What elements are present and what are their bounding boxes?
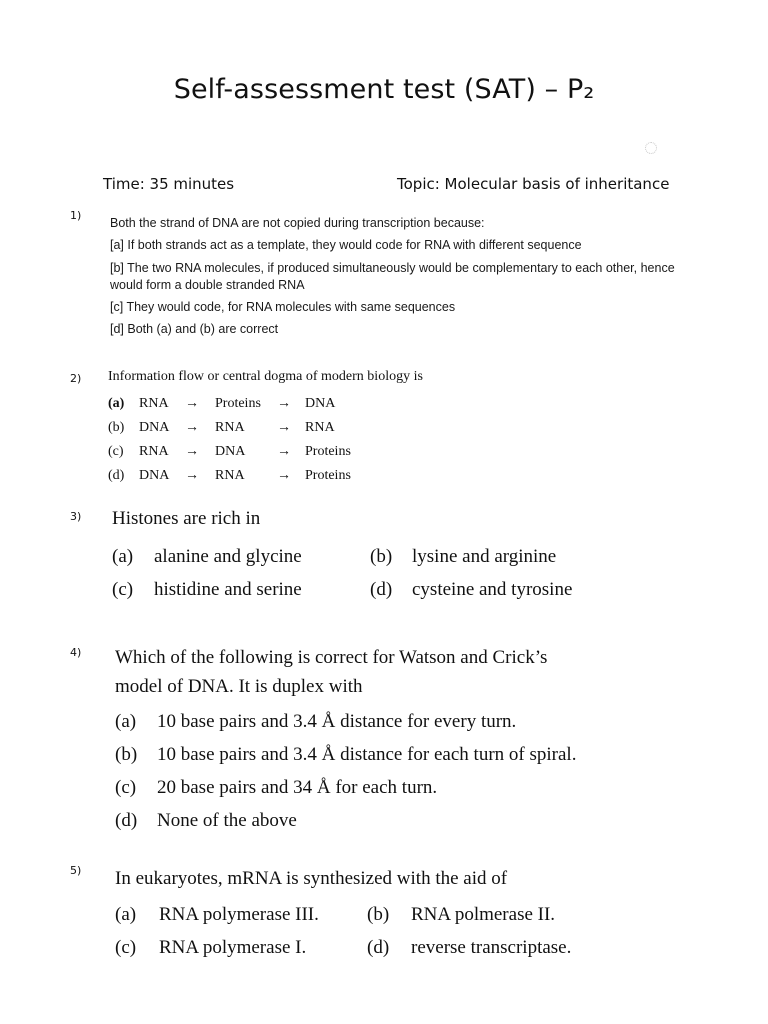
option-term: RNA xyxy=(215,468,245,483)
option-text: 20 base pairs and 34 Å for each turn. xyxy=(157,777,438,798)
option-label: (b) xyxy=(108,420,125,435)
question-3-option-c: histidine and serine xyxy=(154,578,302,600)
option-term: Proteins xyxy=(305,444,351,459)
option-label: (d) xyxy=(115,810,138,831)
question-number-2: 2) xyxy=(70,372,82,385)
arrow-icon: → xyxy=(185,444,199,459)
question-3-option-b: lysine and arginine xyxy=(412,545,557,567)
question-2-option-d xyxy=(108,464,351,488)
question-2 xyxy=(108,369,423,488)
question-5-option-a: RNA polymerase III. xyxy=(159,903,319,925)
question-5-option-d: reverse transcriptase. xyxy=(411,936,572,958)
option-label: (a) xyxy=(108,396,125,411)
question-5 xyxy=(115,868,571,964)
question-4-stem xyxy=(115,643,576,701)
question-4 xyxy=(115,643,576,837)
option-label: (a) xyxy=(112,545,134,567)
arrow-icon: → xyxy=(277,420,291,435)
option-label: (c) xyxy=(108,444,124,459)
loading-spinner-icon xyxy=(645,142,657,154)
question-5-options xyxy=(115,898,571,964)
arrow-icon: → xyxy=(277,444,291,459)
question-3-stem: Histones are rich in xyxy=(112,508,261,529)
arrow-icon: → xyxy=(277,396,291,411)
question-3 xyxy=(112,508,572,606)
question-2-option-b xyxy=(108,416,351,440)
option-label: (c) xyxy=(112,578,134,600)
option-text: 10 base pairs and 3.4 Å distance for each turn of spiral. xyxy=(157,744,577,765)
topic-label: Topic: Molecular basis of inheritance xyxy=(397,175,670,193)
question-number-3: 3) xyxy=(70,510,82,523)
question-4-option-b xyxy=(115,738,576,771)
question-3-option-a: alanine and glycine xyxy=(154,545,302,567)
arrow-icon: → xyxy=(185,468,199,483)
question-1 xyxy=(110,212,710,340)
question-number-4: 4) xyxy=(70,646,82,659)
question-5-option-b: RNA polmerase II. xyxy=(411,903,556,925)
option-term: RNA xyxy=(215,420,245,435)
option-label: (b) xyxy=(115,744,138,765)
arrow-icon: → xyxy=(185,420,199,435)
option-text: 10 base pairs and 3.4 Å distance for every turn. xyxy=(157,711,517,732)
question-5-stem: In eukaryotes, mRNA is synthesized with the aid of xyxy=(115,868,508,889)
question-1-option-b: [b] The two RNA molecules, if produced simultaneously would be complementary to each other, hence would form a double stranded RNA xyxy=(110,261,675,292)
option-label: (c) xyxy=(115,936,137,958)
option-term: DNA xyxy=(139,468,170,483)
question-number-1: 1) xyxy=(70,209,82,222)
option-term: Proteins xyxy=(215,396,261,411)
option-label: (d) xyxy=(370,578,393,600)
question-1-option-d: [d] Both (a) and (b) are correct xyxy=(110,322,279,336)
option-label: (d) xyxy=(108,468,125,483)
question-4-option-c xyxy=(115,771,576,804)
question-4-option-a xyxy=(115,705,576,738)
option-label: (d) xyxy=(367,936,390,958)
question-4-stem-line-1: Which of the following is correct for Watson and Crick’s xyxy=(115,647,548,668)
question-2-option-c xyxy=(108,440,351,464)
question-1-stem: Both the strand of DNA are not copied during transcription because: xyxy=(110,216,485,230)
question-number-5: 5) xyxy=(70,864,82,877)
option-label: (b) xyxy=(367,903,390,925)
option-label: (c) xyxy=(115,777,137,798)
question-2-stem: Information flow or central dogma of modern biology is xyxy=(108,369,423,384)
question-1-option-c: [c] They would code, for RNA molecules with same sequences xyxy=(110,300,456,314)
option-term: DNA xyxy=(215,444,246,459)
option-term: DNA xyxy=(139,420,170,435)
page-title: Self-assessment test (SAT) – P₂ xyxy=(173,74,595,105)
option-term: RNA xyxy=(305,420,335,435)
question-1-option-a: [a] If both strands act as a template, they would code for RNA with different sequence xyxy=(110,238,582,252)
question-5-option-c: RNA polymerase I. xyxy=(159,936,307,958)
option-label: (b) xyxy=(370,545,393,567)
arrow-icon: → xyxy=(185,396,199,411)
question-3-option-d: cysteine and tyrosine xyxy=(412,578,573,600)
option-term: Proteins xyxy=(305,468,351,483)
question-2-option-a xyxy=(108,392,351,416)
option-term: RNA xyxy=(139,396,169,411)
question-4-stem-line-2: model of DNA. It is duplex with xyxy=(115,676,363,697)
option-label: (a) xyxy=(115,903,137,925)
question-2-options xyxy=(108,392,351,488)
option-text: None of the above xyxy=(157,810,297,831)
arrow-icon: → xyxy=(277,468,291,483)
question-3-options xyxy=(112,540,572,606)
option-term: DNA xyxy=(305,396,336,411)
time-label: Time: 35 minutes xyxy=(103,175,235,193)
question-4-option-d xyxy=(115,804,576,837)
option-label: (a) xyxy=(115,711,137,732)
option-term: RNA xyxy=(139,444,169,459)
